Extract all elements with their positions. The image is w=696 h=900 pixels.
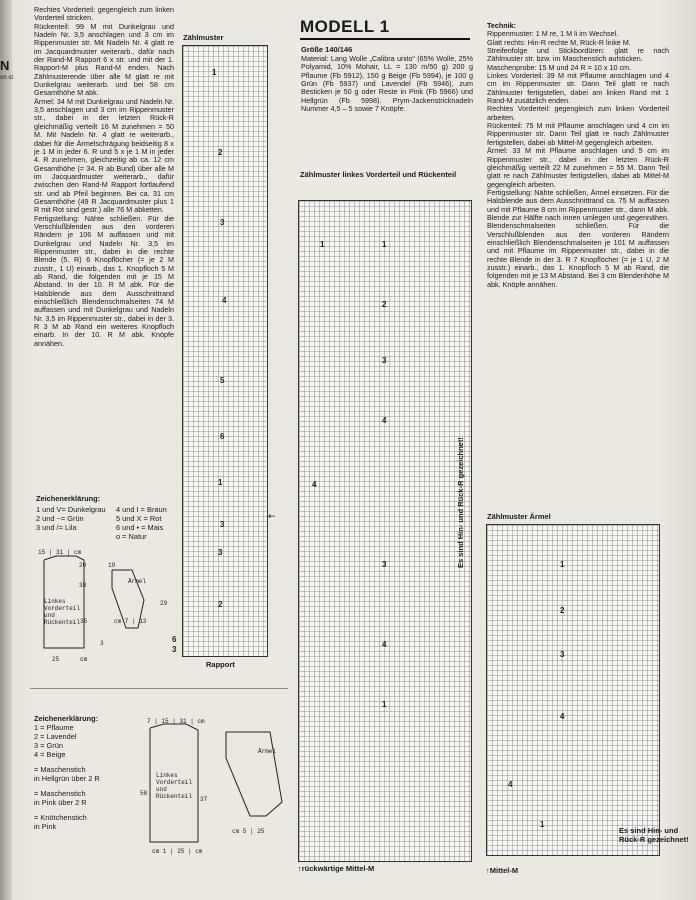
chart-number: 1 (382, 700, 387, 709)
chart-note-vertical: Es sind Hin- und Rück-R gezeichnet! (456, 437, 465, 568)
chart-number: 1 (540, 820, 545, 829)
legend-row: = Knötchenstich (34, 813, 87, 822)
schematic-label: 19 (108, 562, 116, 569)
schematic-label: 3 (100, 640, 104, 647)
chart-bottom-text: Mittel-M (489, 866, 519, 875)
paragraph: Rückenteil: 99 M mit Dunkelgrau und Nadeln Nr. 3,5 anschlagen und 3 cm im Rippenmuster str. Mit Nadeln Nr. 4 glatt re im Jacquardmuster weiterarb., dafür nach der Rand-M Rapport 6 x str. und mit der 1. Rapport-M plus Rand-M enden. Nach Zählmusterende über alle M glatt re mit Dunkelgrau weiterarb. und bei 58 cm Gesamthöhe M abk. (34, 21, 174, 98)
chart-number: 3 (560, 650, 565, 659)
legend-row: 6 und • = Mais (116, 523, 164, 532)
paragraph: Ärmel: 33 M mit Pflaume anschlagen und 5 cm im Rippenmuster str., dabei in der letzten Rück-R gleichmäßig verteilt 22 M zunehmen = 55 M. Dann Teil glatt re nach Zählmuster fertigstellen, dabei ab Mittel-M gegengleich arbeiten. (487, 146, 669, 189)
legend-row: o = Natur (116, 532, 147, 541)
paragraph: Linkes Vorderteil: 39 M mit Pflaume anschlagen und 4 cm im Rippenmuster str. Dann Teil glatt re nach Zählmuster fertigstellen, dabei am linken Rand mit 1 Rand-M zusätzlich enden. (487, 71, 669, 106)
legend-row: 1 = Pflaume (34, 723, 74, 732)
paragraph: Rückenteil: 75 M mit Pflaume anschlagen und 4 cm im Rippenmuster str. Dann Teil glatt re nach Zählmuster fertigstellen, dabei ab Mittel-M gegengleich arbeiten. (487, 121, 669, 147)
paragraph: Ärmel: 34 M mit Dunkelgrau und Nadeln Nr. 3,5 anschlagen und 3 cm im Rippenmuster str., dabei in der letzten Rück-R gleichmäßig verteilt 16 M zunehmen = 50 M. Mit Nadeln Nr. 4 glatt re weiterarb., dabei für die Ärmelschrägung beidseitig 8 x je 1 M in jeder 6. R und 5 x je 1 M in jeder 4. R zunehmen, gleichzeitig ab ca. 12 cm Gesamthöhe (= 34. R ab Bund) über alle M im Jacquardmuster weiterarb., dafür zwischen den Rand-M Rapport fortlaufend str. und ab Pfeil beginnen. Bei ca. 31 cm Gesamthöhe (49 R Jacquardmuster plus 1 R mit Rot sind gestr.) alle 76 M abketten. (34, 96, 174, 215)
chart-number: 6 (220, 432, 225, 441)
schematic-label: 35 (80, 618, 88, 625)
schematic-label: 25 (52, 656, 60, 663)
chart-number: 4 (382, 640, 387, 649)
legend-title: Zeichenerklärung: (36, 494, 101, 503)
schematic-label: 58 (140, 790, 148, 797)
section-divider (30, 688, 288, 689)
chart-number: 3 (172, 645, 177, 654)
legend-row: in Pink über 2 R (34, 798, 87, 807)
material-column (301, 55, 473, 113)
chart-number: 3 (218, 548, 223, 557)
chart-number: 2 (382, 300, 387, 309)
schematic-label: cm 1 | 25 | cm (152, 848, 203, 855)
chart-number: 6 (172, 635, 177, 644)
schematic-label: 7 | 15 | 31 | cm (147, 718, 205, 725)
colorwork-chart-main (182, 45, 268, 657)
schematic-label: 20 (79, 562, 87, 569)
legend-row: = Maschenstich (34, 789, 86, 798)
chart-number: 3 (382, 356, 387, 365)
legend-row: 4 und I = Braun (116, 505, 167, 514)
schematic-label: 38 (79, 582, 87, 589)
arrow-up-icon: ↑ (298, 864, 302, 873)
chart-bottom-label (486, 866, 518, 875)
chart-number: 1 (382, 240, 387, 249)
chart-number: 1 (320, 240, 325, 249)
chart-number: 3 (220, 218, 225, 227)
schematic-label: cm 7 | 13 (114, 618, 147, 625)
paragraph: Rechtes Vorderteil: gegengleich zum linken Vorderteil arbeiten. (487, 104, 669, 122)
legend-row: 3 und /= Lila (36, 523, 77, 532)
instructions-column-4 (487, 22, 669, 289)
page-title: MODELL 1 (300, 17, 390, 36)
chart-title: Zählmuster Ärmel (487, 512, 551, 521)
chart-bottom-label (298, 864, 374, 873)
chart-number: 3 (382, 560, 387, 569)
chart-number: 5 (220, 376, 225, 385)
binding-spine (0, 0, 12, 900)
chart-bottom-text: rückwärtige Mittel-M (301, 864, 375, 873)
legend-row: = Maschenstich (34, 765, 86, 774)
chart-number: 4 (312, 480, 317, 489)
legend-row: in Hellgrün über 2 R (34, 774, 100, 783)
schematic-label: Linkes Vorderteil und Rückenteil (44, 598, 81, 626)
material-text: Material: Lang Wolle „Calibra unito“ (65% Wolle, 25% Polyamid, 10% Mohair, LL = 130 m/50 g) 200 g Pflaume (Fb 5912), 150 g Beige (Fb 5994), je 100 g Grün (Fb 5937) und Lavendel (Fb 5946), zum Besticken je 50 g oder Reste in Pink (Fb 5966) und Hellgrün (Fb 5998). Prym-Jackenstricknadeln Nummer 4,5 – 5 sowie 7 Knöpfe. (301, 54, 473, 114)
schematic-label: 37 (200, 796, 208, 803)
legend-row: 2 = Lavendel (34, 732, 77, 741)
legend-row: 2 und ~= Grün (36, 514, 84, 523)
schematic-label: cm 5 | 25 (232, 828, 265, 835)
paragraph: Fertigstellung: Nähte schließen. Für die Verschlußblenden aus den vorderen Rändern je 106 M auffassen und mit Dunkelgrau und Nadeln Nr. 3,5 im Rippenmuster str., dabei in die rechte Blende (5. R) 6 Knopflöcher (= je 2 M zusstr., 1 U) einarb., das 1. Knopfloch 5 M ab Rand, die folgenden mit je 15 M Abstand. In der 10. R M abk. Für die Halsblende aus dem Ausschnittrand einschließlich Blendenschmalseiten 74 M auffassen und mit Dunkelgrau und Nadeln Nr. 3,5 im Rippenmuster str., dabei in der 3. R 3 M ab Rand ein weiteres Knopfloch einarb. In der 10. R M abk. Knöpfe annähen. (34, 213, 174, 348)
legend-row: 1 und V= Dunkelgrau (36, 505, 106, 514)
schematic-label: 29 (160, 600, 168, 607)
chart-number: 1 (218, 478, 223, 487)
chart-number: 2 (560, 606, 565, 615)
paragraph: Rippenmuster: 1 M re, 1 M li im Wechsel. (487, 29, 619, 39)
schematic-label: cm (80, 656, 88, 663)
legend-title: Zeichenerklärung: (34, 714, 99, 723)
size-label: Größe 140/146 (301, 45, 353, 54)
chart-number: 3 (220, 520, 225, 529)
schematic-label: Linkes Vorderteil und Rückenteil (156, 772, 193, 800)
chart-number: 1 (560, 560, 565, 569)
schematic-label: 15 | 31 | cm (38, 549, 82, 556)
chart-number: 2 (218, 148, 223, 157)
paragraph: Fertigstellung: Nähte schließen, Ärmel einsetzen. Für die Halsblende aus dem Ausschnittrand ca. 75 M auffassen und mit Pflaume 8 cm im Rippenmuster str., dann M abk. Blende zur Hälfte nach innen umlegen und gegennähen. Blendenschmalseiten schließen. Für die Verschlußblenden aus den vorderen Rändern einschließlich Blendenschmalseiten je 101 M auffassen und mit Pflaume im Rippenmuster str., dabei in die rechte Blende in der 3. R 7 Knopflöcher (= je 1 U, 2 M zusstr.) einarb., das 1. Knopfloch 5 M ab Rand, die folgenden mit je 13 M Abstand. Bei 3 cm Blendenhöhe M abk. Knöpfe annähen. (487, 187, 669, 289)
instructions-column-1 (34, 6, 174, 348)
legend-row: in Pink (34, 822, 57, 831)
chart-number: 4 (560, 712, 565, 721)
legend-row: 5 und X = Rot (116, 514, 162, 523)
chart-number: 4 (508, 780, 513, 789)
arrow-up-icon: ↑ (486, 866, 490, 875)
chart-note: Es sind Hin- und Rück-R gezeichnet! (619, 826, 689, 844)
spine-letter: N (0, 58, 10, 73)
chart-title: Zählmuster (183, 33, 224, 42)
colorwork-chart-sleeve (486, 524, 660, 856)
chart-number: 4 (222, 296, 227, 305)
legend-row: 3 = Grün (34, 741, 63, 750)
legend-2 (34, 714, 144, 831)
paragraph: Maschenprobe: 15 M und 24 R = 10 x 10 cm. (487, 62, 632, 72)
legend-row: 4 = Beige (34, 750, 66, 759)
title-rule (300, 38, 470, 40)
chart-number: 2 (218, 600, 223, 609)
spine-text: on st (0, 75, 14, 81)
schematic-label: Ärmel (258, 748, 277, 755)
paragraph: Streifenfolge und Stickbordüren: glatt re nach Zählmuster str. bzw. im Maschenstich aufsticken. (487, 46, 669, 64)
chart-number: 1 (212, 68, 217, 77)
paragraph: Glatt rechts: Hin-R rechte M, Rück-R linke M. (487, 37, 631, 47)
start-arrow-icon: ← (268, 512, 276, 522)
rapport-label: Rapport (206, 660, 235, 669)
chart-number: 4 (382, 416, 387, 425)
paragraph: Rechtes Vorderteil: gegengleich zum linken Vorderteil stricken. (34, 5, 174, 23)
section-heading: Technik: (487, 21, 517, 30)
schematic-label: Ärmel (128, 578, 147, 585)
chart-title: Zählmuster linkes Vorderteil und Rückenteil (300, 170, 457, 179)
